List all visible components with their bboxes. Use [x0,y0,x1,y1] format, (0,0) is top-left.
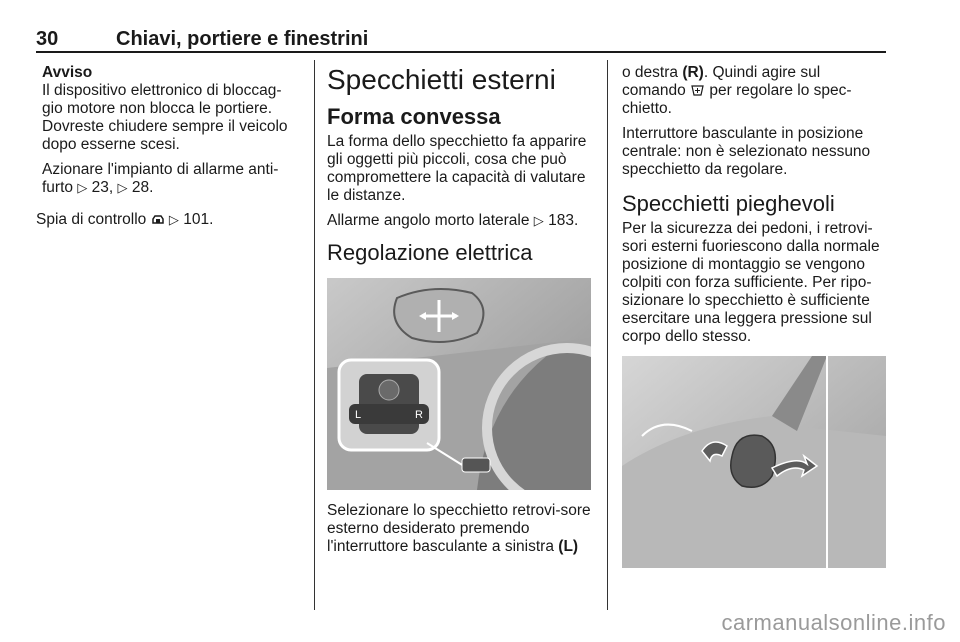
mirror-switch-illustration [327,278,591,490]
subheading-regolazione: Regolazione elettrica [327,240,533,265]
page-number: 30 [36,28,59,50]
switch-label-right: R [415,409,423,421]
column-divider-1 [314,60,315,610]
ref-link-28[interactable]: 28. [131,179,154,196]
folding-mirror-illustration [622,356,886,568]
mirror-adjust-icon [690,82,709,99]
column-divider-2 [607,60,608,610]
paragraph-interruttore: Interruttore basculante in posizione centrale: non è selezionato nessuno specchietto da regolare. [622,125,871,178]
column-2 [327,64,593,563]
column-3 [622,64,888,580]
paragraph-destra: o destra (R). Quindi agire sul comando per regolare lo spec-chietto. [622,64,852,117]
spia-paragraph: Spia di controllo ▷ 101. [36,211,214,228]
subheading-forma-convessa: Forma convessa [327,104,501,129]
note-paragraph-1: Il dispositivo elettronico di bloccag-gio motore non blocca le portiere. Dovreste chiudere sempre il veicolo dopo esserne scesi. [42,82,288,153]
triangle-right-icon: ▷ [168,212,179,227]
ref-link-101[interactable]: 101. [183,211,214,228]
watermark: carmanualsonline.info [721,610,946,635]
paragraph-allarme: Allarme angolo morto laterale ▷ 183. [327,212,579,229]
ref-link-23[interactable]: 23, [91,179,114,196]
subheading-pieghevoli: Specchietti pieghevoli [622,191,835,216]
page-header [36,28,886,52]
triangle-right-icon: ▷ [533,213,544,228]
section-title: Specchietti esterni [327,64,556,95]
header-divider [36,51,886,53]
chapter-title: Chiavi, portiere e finestrini [116,28,369,50]
paragraph-selezionare: Selezionare lo specchietto retrovi-sore esterno desiderato premendo l'interruttore basculante a sinistra (L) [327,502,591,555]
paragraph-sicurezza: Per la sicurezza dei pedoni, i retrovi-sori esterni fuoriescono dalla normale posizione di montaggio se vengono colpiti con forza sufficiente. Per ripo-sizionare lo specchietto è sufficiente esercitare una leggera pressione sul corpo dello stesso. [622,220,880,345]
note-title: Avviso [42,64,93,81]
car-lock-icon [151,211,169,228]
switch-label-left: L [355,409,362,421]
triangle-right-icon: ▷ [117,180,128,195]
note-box [36,64,302,197]
paragraph-forma: La forma dello specchietto fa apparire gli oggetti più piccoli, cosa che può compromettere la capacità di valutare le distanze. [327,133,587,204]
column-1 [36,64,302,236]
note-paragraph-2: Azionare l'impianto di allarme anti-furto ▷ 23, ▷ 28. [42,161,279,196]
triangle-right-icon: ▷ [77,180,88,195]
ref-link-183[interactable]: 183. [548,212,579,229]
